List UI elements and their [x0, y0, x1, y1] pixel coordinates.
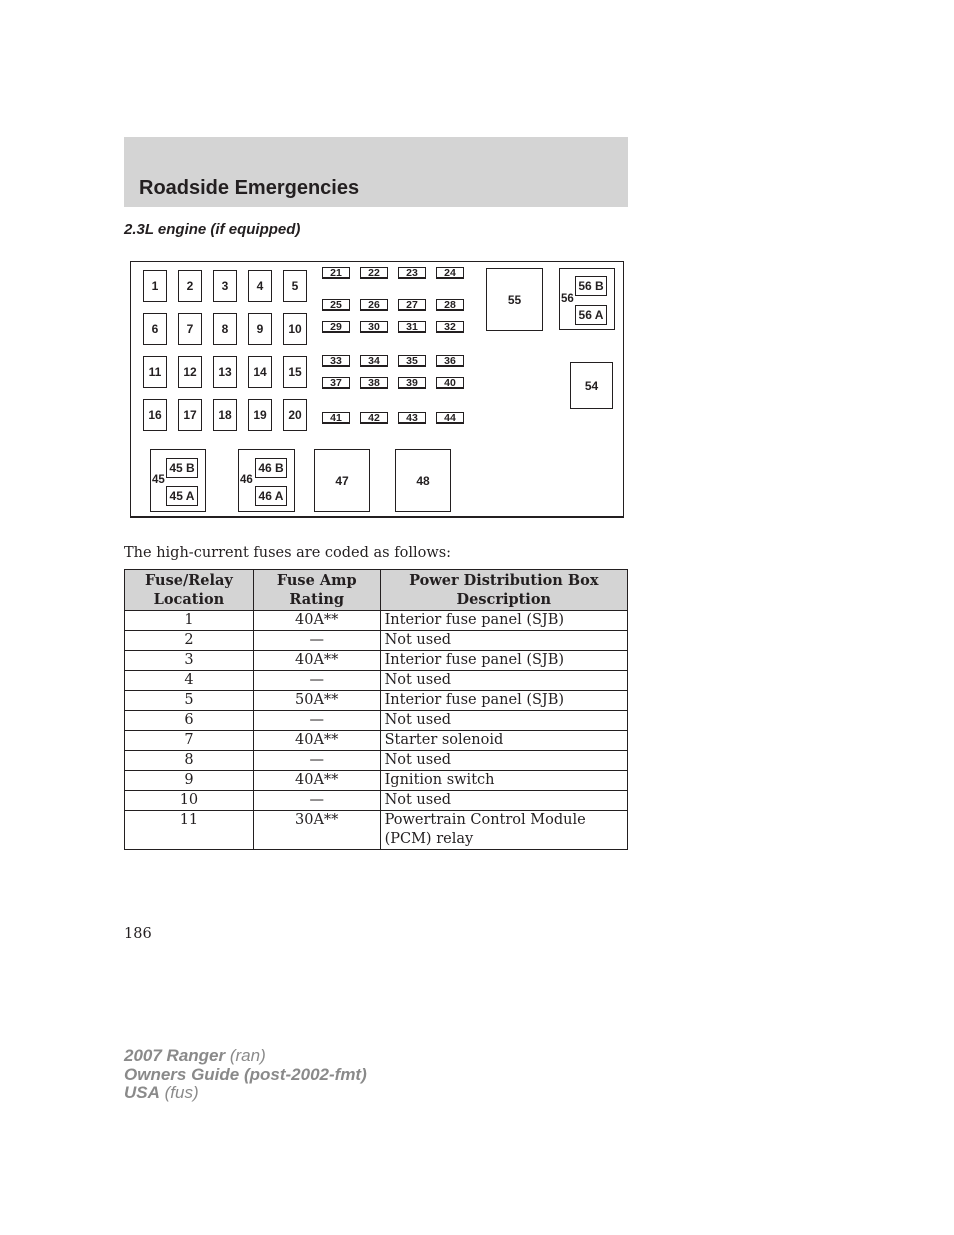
- table-row: [125, 731, 628, 751]
- fuse-27: 27: [398, 299, 426, 311]
- fuse-38: 38: [360, 377, 388, 389]
- cell-description: Not used: [380, 711, 627, 731]
- fuse-28: 28: [436, 299, 464, 311]
- cell-description: Starter solenoid: [380, 731, 627, 751]
- relay-47: 47: [314, 449, 370, 512]
- fuse-37: 37: [322, 377, 350, 389]
- fuse-12: 12: [178, 356, 202, 388]
- subsection-title: 2.3L engine (if equipped): [124, 221, 301, 238]
- fuse-19: 19: [248, 399, 272, 431]
- cell-description: Interior fuse panel (SJB): [380, 691, 627, 711]
- fuse-21: 21: [322, 267, 350, 279]
- table-row: [125, 751, 628, 771]
- fuse-table: [124, 569, 628, 850]
- fuse-2: 2: [178, 270, 202, 302]
- cell-rating: 50A**: [253, 691, 380, 711]
- relay-46-label: 46: [240, 474, 253, 486]
- header-location: Fuse/Relay Location: [125, 570, 254, 611]
- fuse-18: 18: [213, 399, 237, 431]
- cell-location: 3: [125, 651, 254, 671]
- fuse-3: 3: [213, 270, 237, 302]
- fuse-6: 6: [143, 313, 167, 345]
- cell-description: Not used: [380, 671, 627, 691]
- cell-description: Interior fuse panel (SJB): [380, 611, 627, 631]
- cell-rating: 30A**: [253, 811, 380, 850]
- fuse-1: 1: [143, 270, 167, 302]
- fuse-39: 39: [398, 377, 426, 389]
- footer-line-2: Owners Guide (post-2002-fmt): [124, 1064, 367, 1084]
- fuse-13: 13: [213, 356, 237, 388]
- cell-rating: 40A**: [253, 651, 380, 671]
- cell-location: 1: [125, 611, 254, 631]
- cell-description: Powertrain Control Module (PCM) relay: [380, 811, 627, 850]
- page-number: 186: [124, 926, 152, 942]
- relay-55: 55: [486, 268, 543, 331]
- fuse-34: 34: [360, 355, 388, 367]
- cell-rating: —: [253, 711, 380, 731]
- section-title: Roadside Emergencies: [139, 177, 360, 199]
- fuse-9: 9: [248, 313, 272, 345]
- fuse-7: 7: [178, 313, 202, 345]
- fuse-17: 17: [178, 399, 202, 431]
- fuse-11: 11: [143, 356, 167, 388]
- table-row: [125, 771, 628, 791]
- cell-location: 8: [125, 751, 254, 771]
- table-row: [125, 651, 628, 671]
- fuse-5: 5: [283, 270, 307, 302]
- fuse-42: 42: [360, 412, 388, 424]
- table-header-row: [125, 570, 628, 611]
- fuse-20: 20: [283, 399, 307, 431]
- cell-location: 10: [125, 791, 254, 811]
- fuse-31: 31: [398, 321, 426, 333]
- relay-56-label: 56: [561, 293, 574, 305]
- cell-rating: 40A**: [253, 611, 380, 631]
- fuse-41: 41: [322, 412, 350, 424]
- table-row: [125, 691, 628, 711]
- relay-45-label: 45: [152, 474, 165, 486]
- cell-rating: 40A**: [253, 771, 380, 791]
- table-row: [125, 811, 628, 850]
- fuse-box-diagram: [130, 261, 624, 518]
- fuse-43: 43: [398, 412, 426, 424]
- fuse-29: 29: [322, 321, 350, 333]
- fuse-26: 26: [360, 299, 388, 311]
- fuse-25: 25: [322, 299, 350, 311]
- footer-line-1: 2007 Ranger (ran): [124, 1046, 266, 1065]
- relay-45b: 45 B: [166, 458, 198, 478]
- fuse-4: 4: [248, 270, 272, 302]
- intro-text: The high-current fuses are coded as follows:: [124, 545, 452, 561]
- fuse-33: 33: [322, 355, 350, 367]
- cell-rating: —: [253, 631, 380, 651]
- fuse-10: 10: [283, 313, 307, 345]
- fuse-30: 30: [360, 321, 388, 333]
- fuse-23: 23: [398, 267, 426, 279]
- table-row: [125, 611, 628, 631]
- fuse-8: 8: [213, 313, 237, 345]
- relay-56a: 56 A: [575, 305, 607, 325]
- fuse-14: 14: [248, 356, 272, 388]
- relay-54: 54: [570, 362, 613, 409]
- cell-rating: —: [253, 791, 380, 811]
- fuse-16: 16: [143, 399, 167, 431]
- table-row: [125, 671, 628, 691]
- cell-description: Ignition switch: [380, 771, 627, 791]
- cell-location: 6: [125, 711, 254, 731]
- document-footer: [124, 1047, 367, 1103]
- cell-description: Not used: [380, 751, 627, 771]
- table-row: [125, 631, 628, 651]
- relay-48: 48: [395, 449, 451, 512]
- header-description: Power Distribution Box Description: [380, 570, 627, 611]
- relay-45a: 45 A: [166, 486, 198, 506]
- fuse-24: 24: [436, 267, 464, 279]
- relay-56b: 56 B: [575, 276, 607, 296]
- fuse-22: 22: [360, 267, 388, 279]
- fuse-35: 35: [398, 355, 426, 367]
- relay-46b: 46 B: [255, 458, 287, 478]
- cell-rating: 40A**: [253, 731, 380, 751]
- header-rating: Fuse Amp Rating: [253, 570, 380, 611]
- cell-location: 11: [125, 811, 254, 850]
- fuse-32: 32: [436, 321, 464, 333]
- table-row: [125, 791, 628, 811]
- fuse-40: 40: [436, 377, 464, 389]
- cell-location: 7: [125, 731, 254, 751]
- fuse-15: 15: [283, 356, 307, 388]
- table-row: [125, 711, 628, 731]
- fuse-36: 36: [436, 355, 464, 367]
- cell-description: Interior fuse panel (SJB): [380, 651, 627, 671]
- fuse-44: 44: [436, 412, 464, 424]
- relay-46a: 46 A: [255, 486, 287, 506]
- cell-location: 4: [125, 671, 254, 691]
- cell-location: 5: [125, 691, 254, 711]
- cell-description: Not used: [380, 631, 627, 651]
- cell-location: 9: [125, 771, 254, 791]
- cell-rating: —: [253, 751, 380, 771]
- footer-line-3: USA (fus): [124, 1083, 199, 1102]
- cell-location: 2: [125, 631, 254, 651]
- cell-rating: —: [253, 671, 380, 691]
- cell-description: Not used: [380, 791, 627, 811]
